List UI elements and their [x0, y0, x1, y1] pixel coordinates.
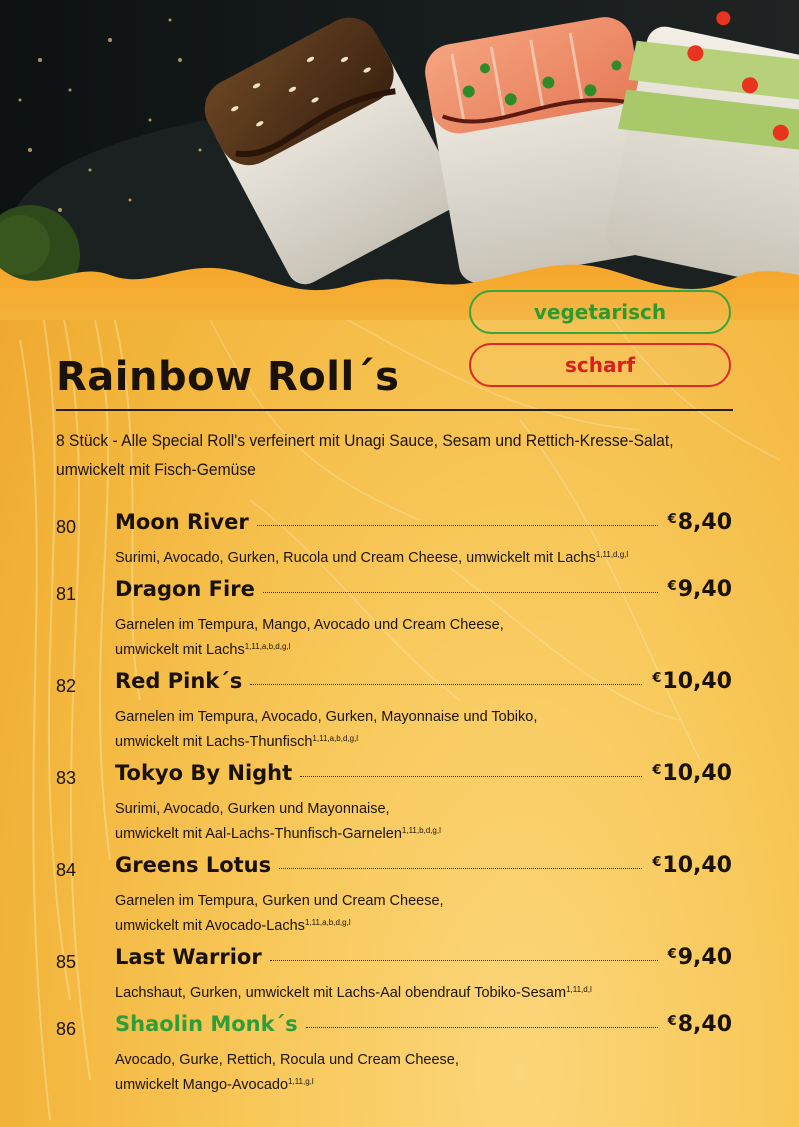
price-value: 8,40: [677, 510, 732, 535]
item-number: 80: [56, 517, 77, 537]
item-header: [115, 577, 732, 611]
leader-dots: [270, 960, 658, 961]
currency-symbol: €: [652, 855, 662, 870]
allergen-codes: 1,11,b,d,g,l: [401, 826, 441, 835]
menu-item: [56, 510, 732, 569]
description-line: umwickelt Mango-Avocado$^{1,11,g,l}$: [115, 1077, 314, 1093]
item-name: Moon River: [115, 510, 249, 534]
currency-symbol: €: [667, 512, 677, 527]
menu-item: [56, 669, 732, 753]
item-number: 84: [56, 860, 77, 880]
item-description: [115, 887, 715, 937]
allergen-codes: 1,11,g,l: [288, 1077, 314, 1086]
description-line: Surimi, Avocado, Gurken und Mayonnaise,: [115, 801, 390, 817]
price-value: 10,40: [662, 853, 732, 878]
item-price: [668, 1012, 732, 1037]
description-line: umwickelt mit Lachs$^{1,11,a,b,d,g,l}$: [115, 642, 291, 658]
item-description: [115, 795, 715, 845]
price-value: 9,40: [677, 577, 732, 602]
allergen-codes: 1,11,d,g,l: [595, 550, 629, 559]
currency-symbol: €: [652, 763, 662, 778]
item-description: [115, 979, 715, 1004]
description-line: Garnelen im Tempura, Mango, Avocado und Cream Cheese,: [115, 617, 504, 633]
currency-symbol: €: [652, 671, 662, 686]
item-price: [668, 945, 732, 970]
description-line: umwickelt mit Aal-Lachs-Thunfisch-Garnelen$^{1,11,b,d,g,l}$: [115, 826, 441, 842]
item-number: 86: [56, 1019, 77, 1039]
leader-dots: [263, 592, 658, 593]
item-description: [115, 703, 715, 753]
leader-dots: [300, 776, 642, 777]
allergen-codes: 1,11,a,b,d,g,l: [244, 642, 291, 651]
description-line: umwickelt mit Avocado-Lachs$^{1,11,a,b,d,g,l}$: [115, 918, 351, 934]
menu-item: [56, 945, 732, 1004]
allergen-codes: 1,11,a,b,d,g,l: [312, 734, 359, 743]
legend-vegetarian: [469, 290, 731, 334]
price-value: 8,40: [677, 1012, 732, 1037]
leader-dots: [257, 525, 658, 526]
intro-line-1: 8 Stück - Alle Special Roll's verfeinert mit Unagi Sauce, Sesam und Rettich-Kresse-Salat,: [56, 431, 674, 450]
item-price: [652, 761, 732, 786]
legend-spicy: [469, 343, 731, 387]
item-price: [652, 669, 732, 694]
item-price: [668, 577, 732, 602]
price-value: 10,40: [662, 761, 732, 786]
description-line: Lachshaut, Gurken, umwickelt mit Lachs-Aal obendrauf Tobiko-Sesam$^{1,11,d,l}$: [115, 985, 592, 1001]
item-price: [668, 510, 732, 535]
description-line: Garnelen im Tempura, Avocado, Gurken, Mayonnaise und Tobiko,: [115, 709, 538, 725]
leader-dots: [279, 868, 642, 869]
item-name: Tokyo By Night: [115, 761, 293, 785]
menu-item: [56, 853, 732, 937]
section-intro: [56, 426, 691, 484]
item-header: [115, 761, 732, 795]
item-description: [115, 544, 715, 569]
title-divider: [56, 409, 733, 411]
item-number: 83: [56, 768, 77, 788]
item-price: [652, 853, 732, 878]
item-name: Dragon Fire: [115, 577, 255, 601]
item-name: Last Warrior: [115, 945, 262, 969]
item-header: [115, 853, 732, 887]
item-name: Greens Lotus: [115, 853, 272, 877]
legend-vegetarian-label: vegetarisch: [533, 300, 667, 324]
item-header: [115, 945, 732, 979]
intro-line-2: umwickelt mit Fisch-Gemüse: [56, 460, 256, 479]
allergen-codes: 1,11,d,l: [566, 985, 592, 994]
item-description: [115, 1046, 715, 1096]
price-value: 9,40: [677, 945, 732, 970]
leader-dots: [306, 1027, 658, 1028]
description-line: Garnelen im Tempura, Gurken und Cream Cheese,: [115, 893, 444, 909]
menu-item: [56, 761, 732, 845]
leader-dots: [250, 684, 642, 685]
menu-item: [56, 577, 732, 661]
item-number: 81: [56, 584, 77, 604]
price-value: 10,40: [662, 669, 732, 694]
menu-item: [56, 1012, 732, 1096]
item-name: Shaolin Monk´s: [115, 1012, 298, 1036]
description-line: umwickelt mit Lachs-Thunfisch$^{1,11,a,b,d,g,l}$: [115, 734, 359, 750]
currency-symbol: €: [667, 579, 677, 594]
item-name: Red Pink´s: [115, 669, 243, 693]
currency-symbol: €: [667, 947, 677, 962]
item-header: [115, 669, 732, 703]
item-header: [115, 1012, 732, 1046]
section-title: Rainbow Roll´s: [56, 354, 400, 400]
item-description: [115, 611, 715, 661]
item-number: 85: [56, 952, 77, 972]
allergen-codes: 1,11,a,b,d,g,l: [304, 918, 351, 927]
description-line: Surimi, Avocado, Gurken, Rucola und Cream Cheese, umwickelt mit Lachs$^{1,11,d,g,l}$: [115, 550, 629, 566]
currency-symbol: €: [667, 1014, 677, 1029]
item-number: 82: [56, 676, 77, 696]
item-header: [115, 510, 732, 544]
legend-spicy-label: scharf: [564, 353, 636, 377]
menu-items-list: [56, 510, 732, 1104]
description-line: Avocado, Gurke, Rettich, Rocula und Cream Cheese,: [115, 1052, 459, 1068]
sushi-photo: [0, 0, 799, 320]
